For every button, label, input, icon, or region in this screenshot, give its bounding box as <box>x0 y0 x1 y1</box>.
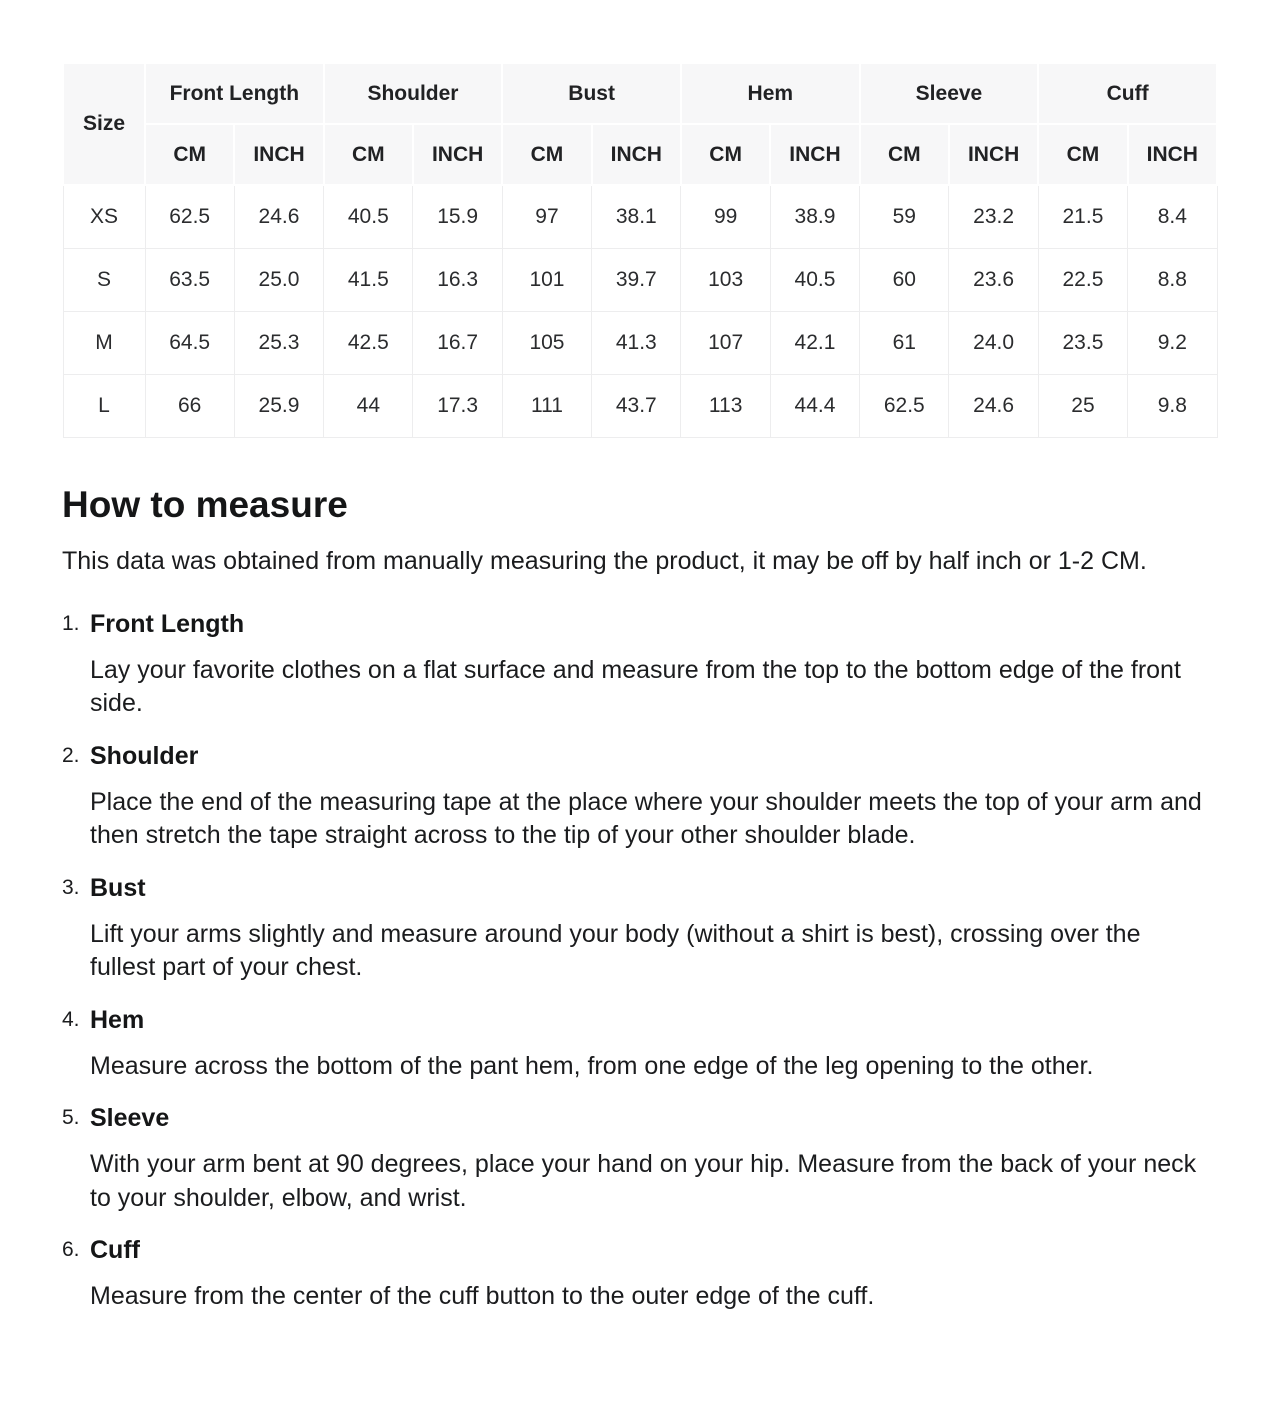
measurement-cell: 25.9 <box>234 374 323 437</box>
measurement-cell: 23.5 <box>1038 311 1127 374</box>
measurement-cell: 16.3 <box>413 248 502 311</box>
group-header-shoulder: Shoulder <box>324 63 503 124</box>
measurement-cell: 40.5 <box>770 248 859 311</box>
unit-header-cm: CM <box>145 124 234 185</box>
step-description: Place the end of the measuring tape at the place where your shoulder meets the top of your arm and then stretch the tape straight across to the tip of your other shoulder blade. <box>90 787 1202 850</box>
step-description: With your arm bent at 90 degrees, place your hand on your hip. Measure from the back of your neck to your shoulder, elbow, and wrist. <box>90 1150 1197 1212</box>
measurement-cell: 8.4 <box>1128 185 1217 248</box>
measurement-cell: 9.2 <box>1128 311 1217 374</box>
measurement-cell: 38.1 <box>592 185 681 248</box>
step-number: 6. <box>62 1238 80 1262</box>
step-body <box>90 873 1218 1001</box>
measure-step-hem <box>62 1005 1218 1100</box>
step-label: Cuff <box>90 1236 140 1265</box>
unit-header-cm: CM <box>860 124 949 185</box>
measurement-cell: 23.2 <box>949 185 1038 248</box>
table-row-l <box>63 374 1217 437</box>
group-header-front-length: Front Length <box>145 63 324 124</box>
measurement-cell: 62.5 <box>860 374 949 437</box>
table-row-xs <box>63 185 1217 248</box>
size-cell: S <box>63 248 145 311</box>
measurement-cell: 25.3 <box>234 311 323 374</box>
group-header-sleeve: Sleeve <box>860 63 1039 124</box>
group-header-row <box>63 63 1217 124</box>
measurement-cell: 24.6 <box>949 374 1038 437</box>
step-description: Lay your favorite clothes on a flat surface and measure from the top to the bottom edge of the front side. <box>90 655 1181 718</box>
unit-header-inch: INCH <box>949 124 1038 185</box>
measurement-cell: 38.9 <box>770 185 859 248</box>
unit-header-cm: CM <box>324 124 413 185</box>
measurement-cell: 63.5 <box>145 248 234 311</box>
step-number: 1. <box>62 611 80 635</box>
measurement-cell: 22.5 <box>1038 248 1127 311</box>
step-body <box>90 1005 1218 1100</box>
measure-step-bust <box>62 873 1218 1001</box>
step-label: Bust <box>90 873 146 902</box>
measurement-cell: 59 <box>860 185 949 248</box>
measurement-cell: 25.0 <box>234 248 323 311</box>
measure-disclaimer-text: This data was obtained from manually measuring the product, it may be off by half inch or 1-2 CM. <box>62 547 1147 576</box>
how-to-measure-title: How to measure <box>62 483 348 525</box>
unit-header-inch: INCH <box>770 124 859 185</box>
measurement-cell: 42.5 <box>324 311 413 374</box>
step-number: 4. <box>62 1007 80 1031</box>
unit-header-row <box>63 124 1217 185</box>
measurement-cell: 21.5 <box>1038 185 1127 248</box>
measure-step-cuff <box>62 1235 1218 1330</box>
measurement-cell: 40.5 <box>324 185 413 248</box>
measurement-cell: 101 <box>502 248 591 311</box>
measure-step-sleeve <box>62 1103 1218 1231</box>
measurement-cell: 8.8 <box>1128 248 1217 311</box>
measurement-cell: 97 <box>502 185 591 248</box>
measurement-cell: 24.6 <box>234 185 323 248</box>
measurement-cell: 60 <box>860 248 949 311</box>
unit-header-inch: INCH <box>592 124 681 185</box>
measure-step-front-length <box>62 609 1218 737</box>
measurement-cell: 64.5 <box>145 311 234 374</box>
measurement-cell: 105 <box>502 311 591 374</box>
measurement-cell: 24.0 <box>949 311 1038 374</box>
step-label: Shoulder <box>90 741 199 770</box>
size-cell: XS <box>63 185 145 248</box>
measure-steps-list <box>62 609 1218 1330</box>
size-cell: L <box>63 374 145 437</box>
step-number: 5. <box>62 1106 80 1130</box>
step-label: Sleeve <box>90 1104 170 1133</box>
step-body <box>90 609 1218 737</box>
measurement-cell: 99 <box>681 185 770 248</box>
measurement-cell: 16.7 <box>413 311 502 374</box>
unit-header-inch: INCH <box>413 124 502 185</box>
size-column-header: Size <box>63 63 145 185</box>
measurement-cell: 17.3 <box>413 374 502 437</box>
measurement-cell: 66 <box>145 374 234 437</box>
size-cell: M <box>63 311 145 374</box>
measurement-cell: 107 <box>681 311 770 374</box>
measurement-cell: 62.5 <box>145 185 234 248</box>
measurement-cell: 43.7 <box>592 374 681 437</box>
unit-header-inch: INCH <box>1128 124 1217 185</box>
step-description: Lift your arms slightly and measure around your body (without a shirt is best), crossing over the fullest part of your chest. <box>90 919 1141 982</box>
measurement-cell: 9.8 <box>1128 374 1217 437</box>
measurement-cell: 39.7 <box>592 248 681 311</box>
step-description: Measure from the center of the cuff button to the outer edge of the cuff. <box>90 1282 875 1311</box>
size-chart-table <box>62 62 1218 438</box>
measurement-cell: 44 <box>324 374 413 437</box>
step-label: Front Length <box>90 609 245 638</box>
measure-step-shoulder <box>62 741 1218 869</box>
unit-header-cm: CM <box>1038 124 1127 185</box>
table-row-m <box>63 311 1217 374</box>
measurement-cell: 61 <box>860 311 949 374</box>
step-number: 3. <box>62 875 80 899</box>
unit-header-inch: INCH <box>234 124 323 185</box>
group-header-hem: Hem <box>681 63 860 124</box>
measurement-cell: 103 <box>681 248 770 311</box>
step-label: Hem <box>90 1005 145 1034</box>
measurement-cell: 41.5 <box>324 248 413 311</box>
measurement-cell: 25 <box>1038 374 1127 437</box>
measurement-cell: 23.6 <box>949 248 1038 311</box>
group-header-bust: Bust <box>502 63 681 124</box>
step-description: Measure across the bottom of the pant hem, from one edge of the leg opening to the other. <box>90 1051 1094 1080</box>
step-body <box>90 1103 1218 1231</box>
group-header-cuff: Cuff <box>1038 63 1217 124</box>
unit-header-cm: CM <box>502 124 591 185</box>
step-body <box>90 1235 1218 1330</box>
unit-header-cm: CM <box>681 124 770 185</box>
measurement-cell: 44.4 <box>770 374 859 437</box>
table-row-s <box>63 248 1217 311</box>
measurement-cell: 111 <box>502 374 591 437</box>
measurement-cell: 113 <box>681 374 770 437</box>
step-number: 2. <box>62 743 80 767</box>
measurement-cell: 41.3 <box>592 311 681 374</box>
measurement-cell: 15.9 <box>413 185 502 248</box>
measurement-cell: 42.1 <box>770 311 859 374</box>
step-body <box>90 741 1218 869</box>
